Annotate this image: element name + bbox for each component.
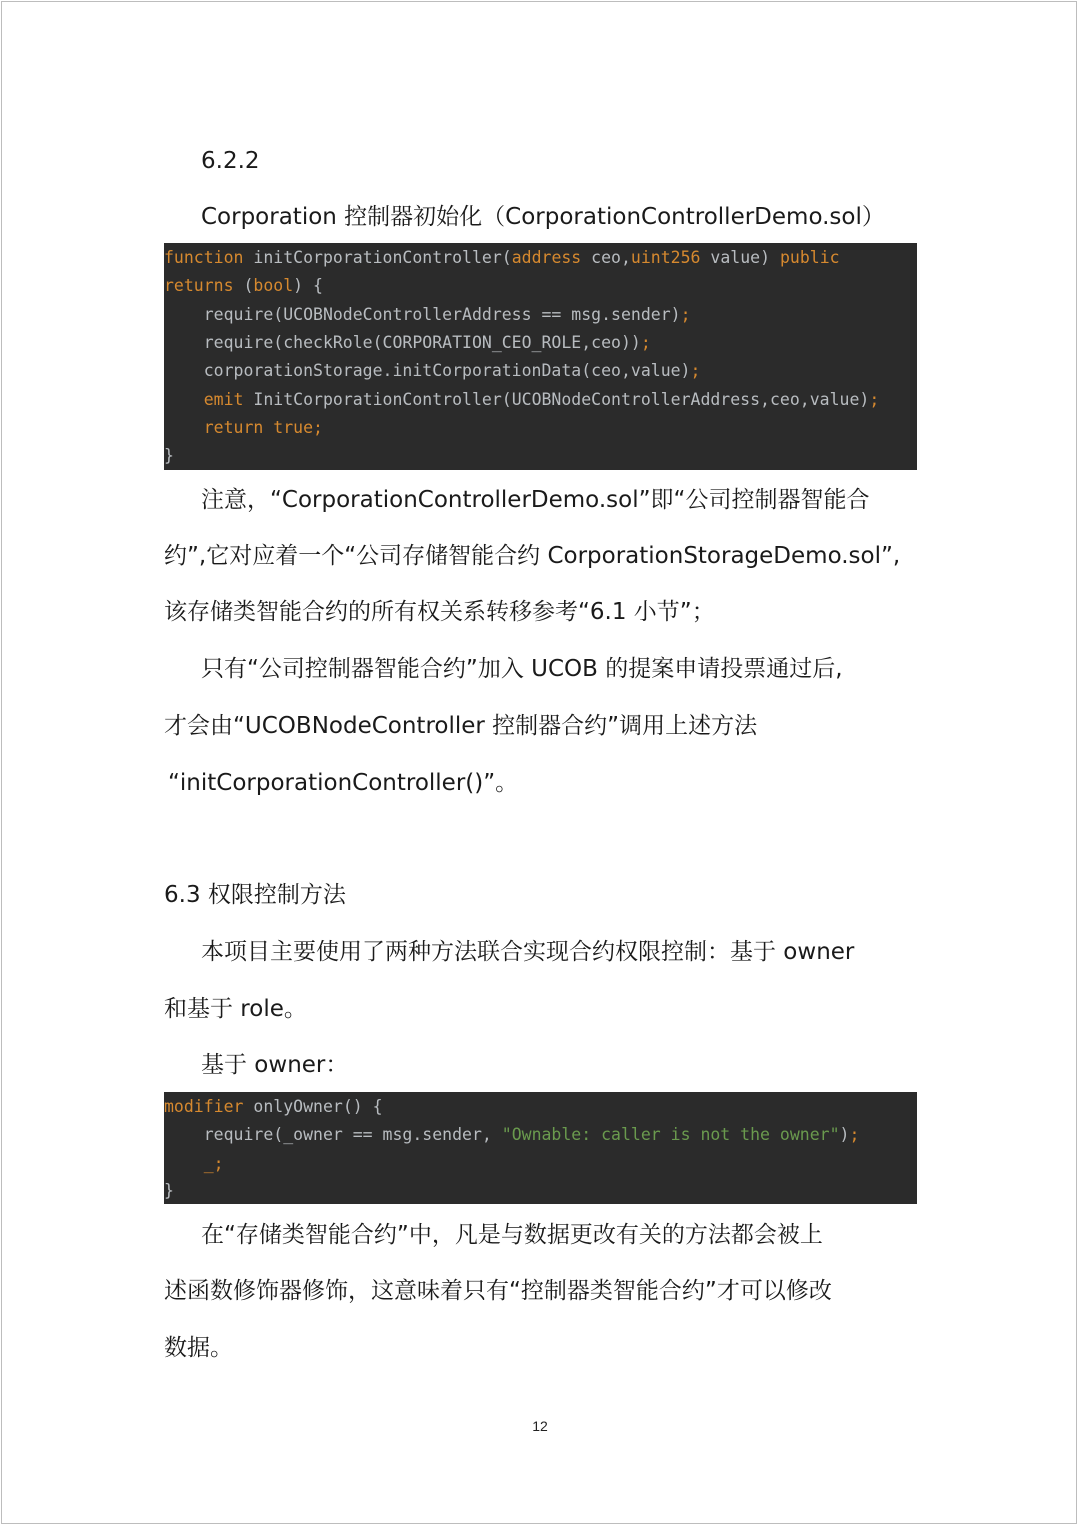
code-line <box>164 444 174 468</box>
paragraph-line: 在“存储类智能合约”中，凡是与数据更改有关的方法都会被上 <box>201 1222 823 1248</box>
code-keyword: bool <box>253 276 294 295</box>
code-text: require(UCOBNodeControllerAddress == msg.sender) <box>164 305 681 324</box>
paragraph-line: 数据。 <box>164 1335 233 1361</box>
section-heading-6-3: 6.3 权限控制方法 <box>164 882 346 908</box>
code-text: corporationStorage.initCorporationData(ceo,value) <box>164 361 691 380</box>
paragraph-line: 才会由“UCOBNodeController 控制器合约”调用上述方法 <box>164 713 758 739</box>
code-block-only-owner <box>164 1092 917 1204</box>
code-line <box>164 303 691 327</box>
code-semicolon: ; <box>690 361 701 380</box>
paragraph-line: 述函数修饰器修饰，这意味着只有“控制器类智能合约”才可以修改 <box>164 1278 832 1304</box>
code-line <box>164 359 700 383</box>
code-keyword: address <box>511 248 582 267</box>
code-line <box>164 1123 859 1147</box>
section-number-6-2-2: 6.2.2 <box>201 148 260 174</box>
paragraph-line: 约”,它对应着一个“公司存储智能合约 CorporationStorageDemo.sol”, <box>164 543 901 569</box>
code-text: ) { <box>293 276 323 295</box>
code-line <box>164 274 323 298</box>
code-semicolon: ; <box>849 1125 860 1144</box>
code-text: initCorporationController( <box>243 248 512 267</box>
paragraph-line: 基于 owner： <box>201 1052 349 1078</box>
paragraph-line: 本项目主要使用了两种方法联合实现合约权限控制：基于 owner <box>201 939 855 965</box>
code-text: value) <box>700 248 780 267</box>
code-keyword: returns <box>164 276 234 295</box>
code-string: "Ownable: caller is not the owner" <box>501 1125 840 1144</box>
code-text: ( <box>233 276 254 295</box>
code-keyword: emit <box>164 390 244 409</box>
code-line <box>164 246 840 270</box>
code-text: _ <box>164 1154 214 1173</box>
code-text: ceo, <box>581 248 631 267</box>
page-number: 12 <box>532 1418 548 1434</box>
paragraph-line: 注意，“CorporationControllerDemo.sol”即“公司控制器智能合 <box>201 487 870 513</box>
code-text: require(checkRole(CORPORATION_CEO_ROLE,ceo)) <box>164 333 641 352</box>
code-keyword: public <box>779 248 840 267</box>
code-line <box>164 331 651 355</box>
code-line <box>164 1152 224 1176</box>
code-text: } <box>164 446 174 465</box>
code-text: require(_owner == msg.sender, <box>164 1125 502 1144</box>
code-keyword: function <box>164 248 244 267</box>
code-block-init-controller <box>164 243 917 470</box>
code-semicolon: ; <box>213 1154 224 1173</box>
code-semicolon: ; <box>680 305 691 324</box>
code-semicolon: ; <box>640 333 651 352</box>
code-line <box>164 416 323 440</box>
paragraph-line: “initCorporationController()”。 <box>168 770 519 796</box>
code-text: onlyOwner() { <box>243 1097 383 1116</box>
paragraph-line: 和基于 role。 <box>164 996 307 1022</box>
code-keyword: return true <box>164 418 314 437</box>
code-line <box>164 388 879 412</box>
code-text: ) <box>839 1125 850 1144</box>
code-semicolon: ; <box>313 418 323 437</box>
code-text: } <box>164 1181 174 1200</box>
code-keyword: uint256 <box>630 248 701 267</box>
code-text: InitCorporationController(UCOBNodeControllerAddress,ceo,value) <box>243 390 870 409</box>
paragraph-line: 该存储类智能合约的所有权关系转移参考“6.1 小节”； <box>164 599 715 625</box>
paragraph-line: 只有“公司控制器智能合约”加入 UCOB 的提案申请投票通过后, <box>201 656 843 682</box>
code-line <box>164 1179 174 1203</box>
code-keyword: modifier <box>164 1097 244 1116</box>
code-line <box>164 1095 383 1119</box>
section-heading-6-2-2: Corporation 控制器初始化（CorporationControllerDemo.sol） <box>201 204 885 230</box>
code-semicolon: ; <box>869 390 880 409</box>
